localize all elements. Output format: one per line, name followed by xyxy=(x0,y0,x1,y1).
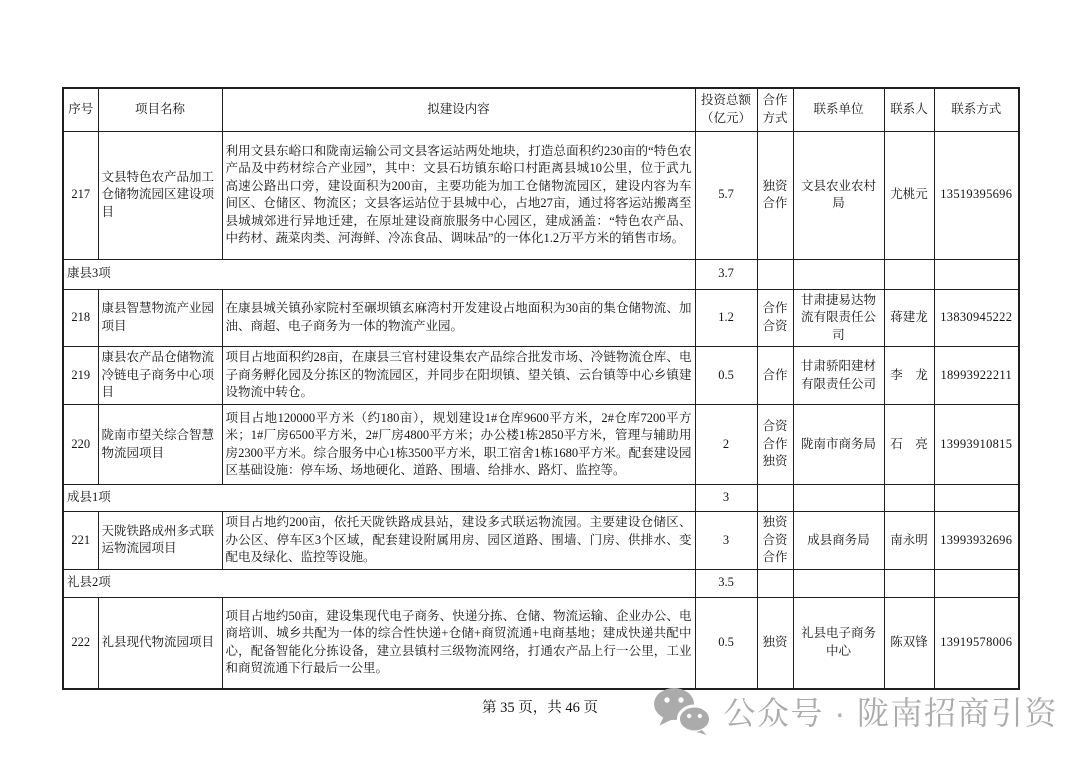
cell-investment: 2 xyxy=(695,405,757,485)
table-row-221 xyxy=(63,512,1019,570)
header-contact-unit: 联系单位 xyxy=(793,88,884,131)
cell-content: 利用文县东峪口和陇南运输公司文县客运站两处地块，打造总面积约230亩的“特色农产品及中药材综合产业园”，其中：文县石坊镇东峪口村距离县城10公里，位于武九高速公路出口旁，建设面积为200亩，主要功能为加工仓储物流园区，建设内容为车间区、仓储区、物流区；文县客运站位于县城中心，占地27亩，通过将客运站搬离至县城城郊进行异地迁建，在原址建设商旅服务中心园区，建成涵盖：“特色农产品、中药材、蔬菜肉类、河海鲜、冷冻食品、调味品”的一体化1.2万平方米的销售市场。 xyxy=(222,131,695,259)
cell-cooperation: 合作 xyxy=(757,347,793,405)
cell-project-name: 天陇铁路成州多式联运物流园项目 xyxy=(98,512,222,570)
cell-contact-unit: 礼县电子商务中心 xyxy=(793,597,884,689)
table-row-217 xyxy=(63,131,1019,259)
cell-project-name: 礼县现代物流园项目 xyxy=(98,597,222,689)
cell-no: 220 xyxy=(63,405,98,485)
empty-cell xyxy=(884,485,934,512)
empty-cell xyxy=(934,259,1019,289)
cell-cooperation: 独资 xyxy=(757,597,793,689)
cell-project-name: 文县特色农产品加工仓储物流园区建设项目 xyxy=(98,131,222,259)
wechat-icon xyxy=(653,687,711,735)
header-project-name: 项目名称 xyxy=(98,88,222,131)
cell-phone: 18993922211 xyxy=(934,347,1019,405)
empty-cell xyxy=(757,259,793,289)
table-header-row xyxy=(63,88,1019,131)
cell-no: 222 xyxy=(63,597,98,689)
cell-cooperation: 合作合资 xyxy=(757,289,793,347)
section-label: 康县3项 xyxy=(63,259,695,289)
header-cooperation: 合作方式 xyxy=(757,88,793,131)
empty-cell xyxy=(757,569,793,597)
empty-cell xyxy=(793,485,884,512)
projects-table xyxy=(62,87,1020,690)
section-investment: 3 xyxy=(695,485,757,512)
cell-contact-person: 李 龙 xyxy=(884,347,934,405)
header-contact-person: 联系人 xyxy=(884,88,934,131)
header-phone: 联系方式 xyxy=(934,88,1019,131)
empty-cell xyxy=(884,569,934,597)
section-investment: 3.5 xyxy=(695,569,757,597)
watermark-text: 公众号 · 陇南招商引资 xyxy=(723,695,1058,731)
section-row-kangxian xyxy=(63,259,1019,289)
cell-phone: 13993910815 xyxy=(934,405,1019,485)
cell-investment: 0.5 xyxy=(695,347,757,405)
table-row-218 xyxy=(63,289,1019,347)
cell-contact-person: 陈双锋 xyxy=(884,597,934,689)
cell-phone: 13919578006 xyxy=(934,597,1019,689)
cell-project-name: 陇南市望关综合智慧物流园项目 xyxy=(98,405,222,485)
cell-investment: 3 xyxy=(695,512,757,570)
cell-content: 项目占地120000平方米（约180亩），规划建设1#仓库9600平方米，2#仓库7200平方米；1#厂房6500平方米，2#厂房4800平方米；办公楼1栋2850平方米，管理与辅助用房2300平方米。综合服务中心1栋3500平方米，职工宿舍1栋1680平方米。配套建设园区基础设施：停车场、场地硬化、道路、围墙、给排水、路灯、监控等。 xyxy=(222,405,695,485)
cell-no: 219 xyxy=(63,347,98,405)
section-label: 成县1项 xyxy=(63,485,695,512)
cell-phone: 13519395696 xyxy=(934,131,1019,259)
wechat-watermark xyxy=(653,687,1058,735)
cell-investment: 0.5 xyxy=(695,597,757,689)
cell-cooperation: 合资合作独资 xyxy=(757,405,793,485)
cell-contact-unit: 文县农业农村局 xyxy=(793,131,884,259)
empty-cell xyxy=(757,485,793,512)
table-row-220 xyxy=(63,405,1019,485)
cell-contact-person: 蒋建龙 xyxy=(884,289,934,347)
cell-contact-person: 尤桃元 xyxy=(884,131,934,259)
page-number-indicator: 第 35 页，共 46 页 xyxy=(482,700,598,716)
cell-content: 项目占地约200亩，依托天陇铁路成县站，建设多式联运物流园。主要建设仓储区、办公区、停车区3个区域，配套建设附属用房、园区道路、围墙、门房、供排水、变配电及绿化、监控等设施。 xyxy=(222,512,695,570)
empty-cell xyxy=(934,569,1019,597)
cell-contact-unit: 甘肃捷易达物流有限责任公司 xyxy=(793,289,884,347)
cell-no: 221 xyxy=(63,512,98,570)
cell-no: 217 xyxy=(63,131,98,259)
cell-project-name: 康县农产品仓储物流冷链电子商务中心项目 xyxy=(98,347,222,405)
empty-cell xyxy=(934,485,1019,512)
header-investment: 投资总额（亿元） xyxy=(695,88,757,131)
table-row-222 xyxy=(63,597,1019,689)
cell-content: 项目占地面积约28亩，在康县三官村建设集农产品综合批发市场、冷链物流仓库、电子商务孵化园及分拣区的物流园区，并同步在阳坝镇、望关镇、云台镇等中心乡镇建设物流中转仓。 xyxy=(222,347,695,405)
cell-phone: 13993932696 xyxy=(934,512,1019,570)
cell-content: 在康县城关镇孙家院村至碾坝镇玄麻湾村开发建设占地面积为30亩的集仓储物流、加油、商超、电子商务为一体的物流产业园。 xyxy=(222,289,695,347)
cell-no: 218 xyxy=(63,289,98,347)
cell-investment: 1.2 xyxy=(695,289,757,347)
cell-phone: 13830945222 xyxy=(934,289,1019,347)
header-no: 序号 xyxy=(63,88,98,131)
cell-contact-unit: 甘肃骄阳建材有限责任公司 xyxy=(793,347,884,405)
cell-project-name: 康县智慧物流产业园项目 xyxy=(98,289,222,347)
cell-contact-unit: 成县商务局 xyxy=(793,512,884,570)
cell-contact-person: 南永明 xyxy=(884,512,934,570)
header-content: 拟建设内容 xyxy=(222,88,695,131)
cell-cooperation: 独资合作 xyxy=(757,131,793,259)
cell-contact-unit: 陇南市商务局 xyxy=(793,405,884,485)
table-row-219 xyxy=(63,347,1019,405)
section-investment: 3.7 xyxy=(695,259,757,289)
section-label: 礼县2项 xyxy=(63,569,695,597)
cell-investment: 5.7 xyxy=(695,131,757,259)
empty-cell xyxy=(884,259,934,289)
section-row-lixian xyxy=(63,569,1019,597)
section-row-chengxian xyxy=(63,485,1019,512)
cell-cooperation: 独资合资合作 xyxy=(757,512,793,570)
cell-contact-person: 石 亮 xyxy=(884,405,934,485)
cell-content: 项目占地约50亩，建设集现代电子商务、快递分拣、仓储、物流运输、企业办公、电商培训、城乡共配为一体的综合性快递+仓储+商贸流通+电商基地；建成快递共配中心，配备智能化分拣设备，建立县镇村三级物流网络，打通农产品上行一公里，工业和商贸流通下行最后一公里。 xyxy=(222,597,695,689)
empty-cell xyxy=(793,259,884,289)
empty-cell xyxy=(793,569,884,597)
